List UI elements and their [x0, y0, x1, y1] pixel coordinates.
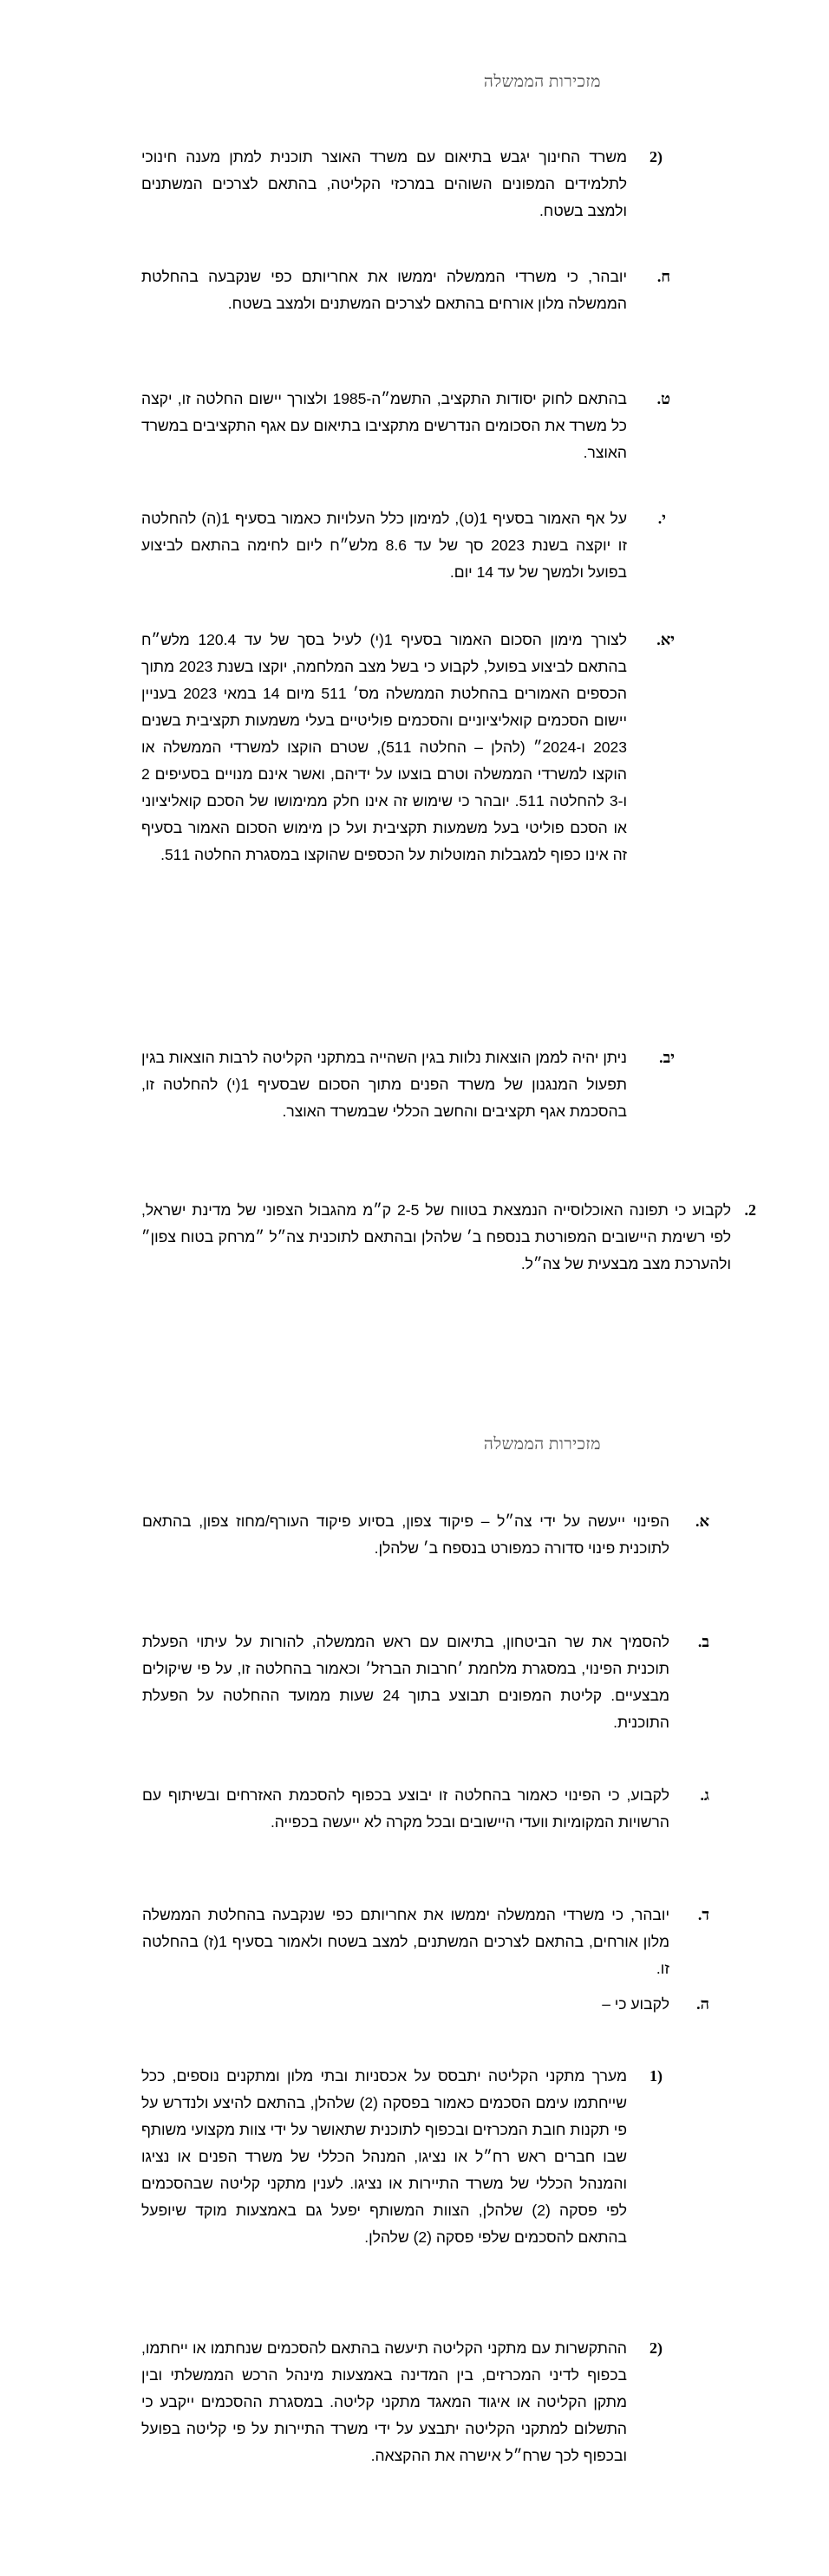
item-text: על אף האמור בסעיף 1(ט), למימון כלל העלויות כאמור בסעיף 1(ה) להחלטה זו יוקצה בשנת 2023 סך של עד 8.6 מלש״ח ליום לחימה בהתאם לביצוע בפועל ולמשך של עד 14 יום. — [141, 510, 628, 581]
item-marker: ב. — [697, 1633, 709, 1650]
item-marker: יא. — [656, 631, 675, 648]
item-marker: (2 — [649, 2339, 663, 2357]
item-marker: יב. — [659, 1049, 675, 1066]
item-marker: ה. — [696, 1995, 709, 2013]
item-marker: (1 — [649, 2067, 663, 2085]
document-page-2 — [0, 1387, 829, 2576]
item-marker: ח. — [656, 268, 670, 285]
page-header: מזכירות הממשלה — [483, 1435, 601, 1454]
item-text: מערך מתקני הקליטה יתבסס על אכסניות ובתי מלון ומתקנים נוספים, ככל שייחתמו עימם הסכמים כאמור בפסקה (2) שלהלן, בהתאם להיצע ולנדרש על פי תקנות חובת המכרזים ובכפוף לתוכנית שתאושר על ידי צוות מקצועי משותף שבו חברים ראש רח״ל או נציגו, המנהל הכללי של משרד הפנים או נציגו והמנהל הכללי של משרד התיירות או נציגו. לענין מתקני קליטה שבהסכמים לפי פסקה (2) שלהלן, הצוות המשותף יפעל גם באמצעות מוקד שיופעל בהתאם להסכמים שלפי פסקה (2) שלהלן. — [141, 2067, 627, 2246]
item-marker: 2. — [744, 1201, 756, 1219]
item-text: בהתאם לחוק יסודות התקציב, התשמ״ה-1985 ולצורך יישום החלטה זו, יקצה כל משרד את הסכומים הנדרשים מתקציבו בתיאום עם אגף התקציבים במשרד האוצר. — [141, 390, 628, 461]
item-text: לקבוע, כי הפינוי כאמור בהחלטה זו יבוצע בכפוף להסכמת האזרחים ובשיתוף עם הרשויות המקומיות וועדי היישובים ובכל מקרה לא ייעשה בכפייה. — [142, 1786, 669, 1831]
item-text: לצורך מימון הסכום האמור בסעיף 1(י) לעיל בסך של עד 120.4 מלש״ח בהתאם לביצוע בפועל, לקבוע כי בשל מצב המלחמה, יוקצו בשנת 2023 מתוך הכספים האמורים בהחלטת הממשלה מס׳ 511 מיום 14 במאי 2023 בעניין יישום הסכמים קואליציוניים והסכמים פוליטיים בעלי משמעות תקציבית בשנים 2023 ו-2024״ (להלן – החלטה 511), שטרם הוקצו למשרדי הממשלה או הוקצו למשרדי הממשלה וטרם בוצעו על ידיהם, ואשר אינם מנויים בסעיפים 2 ו-3 להחלטה 511. יובהר כי שימוש זה אינו חלק ממימושו של הסכם קואליציוני או הסכם פוליטי בעל משמעות תקציבית ועל כן מימוש הסכום האמור בסעיף זה אינו כפוף למגבלות המוטלות על הכספים שהוקצו במסגרת החלטה 511. — [141, 631, 627, 863]
item-marker: י. — [657, 510, 666, 527]
item-text: הפינוי ייעשה על ידי צה״ל – פיקוד צפון, בסיוע פיקוד העורף/מחוז צפון, בהתאם לתוכנית פינוי סדורה כמפורט בנספח ב׳ שלהלן. — [142, 1512, 669, 1557]
item-text: יובהר, כי משרדי הממשלה יממשו את אחריותם כפי שנקבעה בהחלטת הממשלה מלון אורחים, בהתאם לצרכים המשתנים, למצב בשטח ולאמור בסעיף 1(ז) בהחלטה זו. — [142, 1906, 669, 1977]
item-marker: ג. — [700, 1786, 709, 1804]
item-marker: ט. — [656, 390, 670, 407]
item-text: משרד החינוך יגבש בתיאום עם משרד האוצר תוכנית למתן מענה חינוכי לתלמידים המפונים השוהים במרכזי הקליטה, בהתאם לצרכים המשתנים ולמצב בשטח. — [141, 148, 627, 219]
item-text: ההתקשרות עם מתקני הקליטה תיעשה בהתאם להסכמים שנחתמו או ייחתמו, בכפוף לדיני המכרזים, בין המדינה באמצעות מינהל הרכש הממשלתי ובין מתקן הקליטה או איגוד המאגד מתקני קליטה. במסגרת ההסכמים ייקבע כי התשלום למתקני הקליטה יתבצע על ידי משרד התיירות על פי קליטה בפועל ובכפוף לכך שרח״ל אישרה את ההקצאה. — [141, 2339, 627, 2464]
item-marker: ד. — [697, 1906, 709, 1923]
item-text: לקבוע כי – — [602, 1995, 669, 2013]
item-marker: א. — [695, 1512, 709, 1530]
item-text: ניתן יהיה לממן הוצאות נלוות בגין השהייה במתקני הקליטה לרבות הוצאות בגין תפעול המנגנון של משרד הפנים מתוך הסכום שבסעיף 1(י) להחלטה זו, בהסכמת אגף תקציבים והחשב הכללי שבמשרד האוצר. — [141, 1049, 627, 1120]
item-text: יובהר, כי משרדי הממשלה יממשו את אחריותם כפי שנקבעה בהחלטת הממשלה מלון אורחים בהתאם לצרכים המשתנים ולמצב בשטח. — [141, 268, 627, 312]
item-text: להסמיך את שר הביטחון, בתיאום עם ראש הממשלה, להורות על עיתוי הפעלת תוכנית הפינוי, במסגרת מלחמת ׳חרבות הברזל׳ וכאמור בהחלטה זו, על פי שיקולים מבצעיים. קליטת המפונים תבוצע בתוך 24 שעות ממועד ההחלטה על הפעלת התוכנית. — [142, 1633, 669, 1731]
item-marker: (2 — [649, 148, 663, 166]
item-text: לקבוע כי תפונה האוכלוסייה הנמצאת בטווח של 2-5 ק״מ מהגבול הצפוני של מדינת ישראל, לפי רשימת היישובים המפורטת בנספח ב׳ שלהלן ובהתאם לתוכנית צה״ל ״מרחק בטוח צפון״ ולהערכת מצב מבצעית של צה״ל. — [141, 1201, 731, 1272]
page-header: מזכירות הממשלה — [483, 73, 601, 91]
